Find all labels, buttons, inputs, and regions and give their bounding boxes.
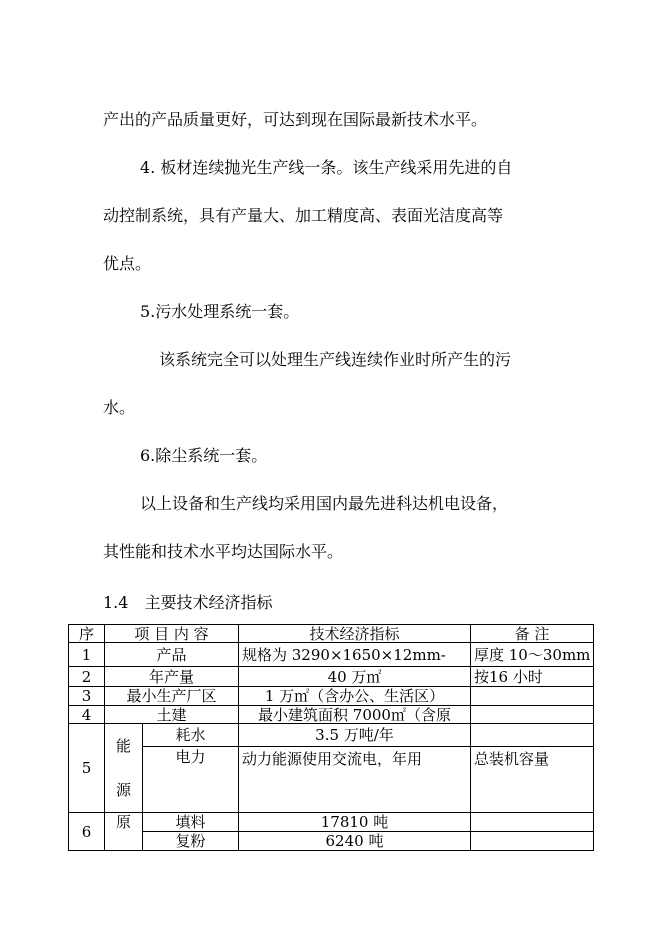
paragraph-5: 5.污水处理系统一套。 (140, 302, 300, 321)
paragraph-9: 以上设备和生产线均采用国内最先进科达机电设备， (140, 494, 509, 513)
paragraph-2: 4. 板材连续抛光生产线一条。该生产线采用先进的自 (140, 158, 513, 177)
table-row (69, 667, 594, 687)
cell-indicator: 规格为 3290×1650×12mm- (239, 643, 471, 667)
table-row (69, 706, 594, 724)
cell-indicator: 1 万㎡（含办公、生活区） (239, 687, 471, 706)
cell-seq: 6 (69, 813, 105, 851)
cell-seq: 5 (69, 724, 105, 813)
cell-item: 填料 (143, 813, 239, 832)
header-item: 项 目 内 容 (105, 625, 239, 643)
cell-indicator: 17810 吨 (239, 813, 471, 832)
energy-label-top: 能 (115, 737, 131, 755)
power-indicator-text: 动力能源使用交流电，年用 (242, 750, 423, 767)
table-row (69, 687, 594, 706)
header-seq: 序 (69, 625, 105, 643)
cell-item: 最小生产厂区 (105, 687, 239, 706)
paragraph-7: 水。 (103, 398, 136, 417)
cell-remark (471, 687, 594, 706)
cell-indicator: 40 万㎡ (239, 667, 471, 687)
cell-remark (471, 724, 594, 747)
cell-seq: 2 (69, 667, 105, 687)
cell-item: 耗水 (143, 724, 239, 747)
energy-label-bottom: 源 (115, 781, 131, 799)
paragraph-10: 其性能和技术水平均达国际水平。 (103, 542, 344, 561)
energy-group-cell (105, 724, 143, 813)
paragraph-1: 产出的产品质量更好，可达到现在国际最新技术水平。 (103, 110, 488, 129)
cell-indicator: 最小建筑面积 7000㎡（含原 (239, 706, 471, 724)
cell-item: 年产量 (105, 667, 239, 687)
material-label: 原 (115, 813, 131, 831)
table-row (69, 724, 594, 747)
cell-indicator: 3.5 万吨/年 (239, 724, 471, 747)
power-remark-text: 总装机容量 (474, 750, 550, 767)
spec-table (68, 624, 594, 851)
power-item-text: 电力 (175, 747, 206, 766)
cell-item: 土建 (105, 706, 239, 724)
cell-remark: 厚度 10～30mm (471, 643, 594, 667)
cell-item: 复粉 (143, 832, 239, 851)
cell-indicator (239, 746, 471, 812)
paragraph-3: 动控制系统，具有产量大、加工精度高、表面光洁度高等 (103, 206, 504, 225)
section-number: 1.4 (103, 593, 129, 612)
table-row (69, 813, 594, 832)
cell-indicator: 6240 吨 (239, 832, 471, 851)
cell-remark (471, 813, 594, 832)
paragraph-4: 优点。 (103, 254, 152, 273)
paragraph-8: 6.除尘系统一套。 (140, 446, 268, 465)
cell-item: 产品 (105, 643, 239, 667)
cell-remark (471, 832, 594, 851)
table-row (69, 832, 594, 851)
table-row (69, 746, 594, 812)
section-heading (103, 590, 272, 613)
cell-remark: 按16 小时 (471, 667, 594, 687)
section-title: 主要技术经济指标 (144, 593, 273, 612)
cell-remark (471, 706, 594, 724)
cell-seq: 4 (69, 706, 105, 724)
material-group-cell (105, 813, 143, 851)
cell-seq: 3 (69, 687, 105, 706)
paragraph-6: 该系统完全可以处理生产线连续作业时所产生的污 (159, 350, 512, 369)
header-remark: 备 注 (471, 625, 594, 643)
cell-remark (471, 746, 594, 812)
cell-item (143, 746, 239, 812)
header-indicator: 技术经济指标 (239, 625, 471, 643)
cell-seq: 1 (69, 643, 105, 667)
table-header-row (69, 625, 594, 643)
table-row (69, 643, 594, 667)
